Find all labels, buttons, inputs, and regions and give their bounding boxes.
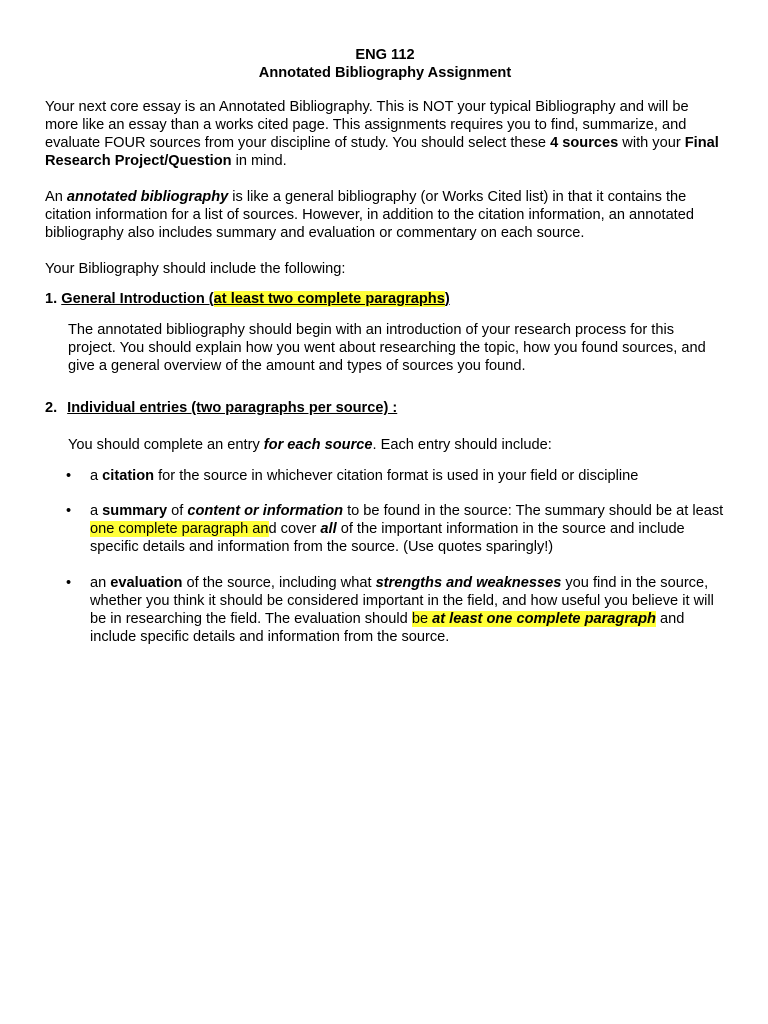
definition-paragraph: An annotated bibliography is like a general bibliography (or Works Cited list) in that it contains the citation information for a list of sources. However, in addition to the citation information, an annotated bibliography also includes summary and evaluation or commentary on each source.: [45, 189, 694, 241]
bullet-icon: •: [66, 503, 72, 519]
section-2-heading: 2. Individual entries (two paragraphs per source) :: [45, 400, 398, 416]
assignment-title: Annotated Bibliography Assignment: [258, 65, 512, 81]
bullet-citation: • a citation for the source in whichever citation format is used in your field or discipline: [66, 468, 639, 484]
bullet-icon: •: [66, 468, 72, 484]
document-page: [45, 46, 725, 646]
course-title: ENG 112: [355, 47, 415, 63]
bullet-icon: •: [66, 575, 72, 591]
bullet-evaluation: • an evaluation of the source, including what strengths and weaknesses you find in the source, whether you think it should be considered important in the field, and how useful you believe it will be in researching the field. The evaluation should be at least one complete paragraph and include specific details and information from the source.: [66, 575, 714, 645]
section-1-body: The annotated bibliography should begin with an introduction of your research process for this project. You should explain how you went about researching the topic, how you found sources, and give a general overview of the amount and types of sources you found.: [68, 322, 706, 374]
section-1-heading: 1. General Introduction (at least two complete paragraphs): [45, 291, 450, 307]
intro-paragraph: Your next core essay is an Annotated Bibliography. This is NOT your typical Bibliography and will be more like an essay than a works cited page. This assignments requires you to find, summarize, and evaluate FOUR sources from your discipline of study. You should select these 4 sources with your Final Research Project/Question in mind.: [45, 99, 719, 169]
include-lead: Your Bibliography should include the following:: [45, 261, 346, 277]
section-2-lead: You should complete an entry for each source. Each entry should include:: [68, 437, 552, 453]
bullet-summary: • a summary of content or information to be found in the source: The summary should be at least one complete paragraph and cover all of the important information in the source and include specific details and information from the source. (Use quotes sparingly!): [66, 503, 724, 555]
